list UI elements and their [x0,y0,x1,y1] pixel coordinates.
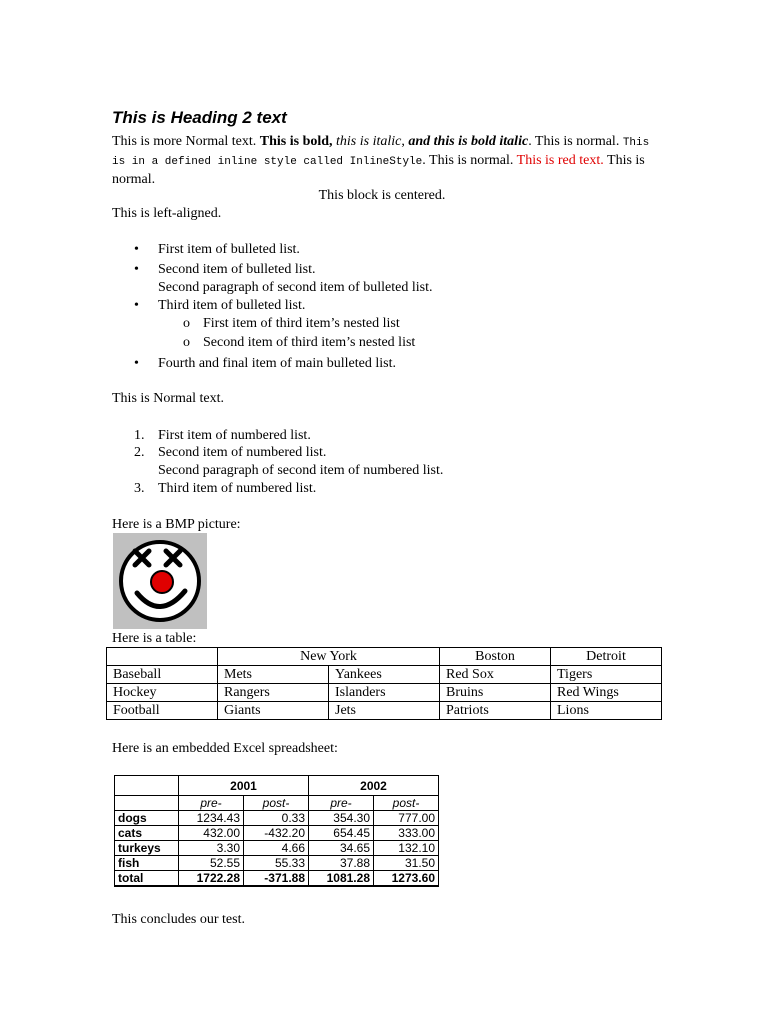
list-number: 1. [134,428,145,443]
excel-cell: 1234.43 [179,811,244,826]
table-row [107,666,662,684]
excel-cell: -371.88 [244,871,309,887]
excel-spreadsheet [114,775,439,887]
excel-cell: 1273.60 [374,871,439,887]
table-header-cell: Detroit [551,648,662,666]
table-cell: Mets [218,666,329,684]
table-header-cell: New York [218,648,440,666]
table-cell: Tigers [551,666,662,684]
excel-row-label: dogs [115,811,179,826]
excel-cell: -432.20 [244,826,309,841]
list-item: First item of bulleted list. [158,242,300,257]
table-cell: Rangers [218,684,329,702]
excel-cell: 52.55 [179,856,244,871]
table-cell: Giants [218,702,329,720]
normal-text: This is more Normal text. [112,134,260,149]
excel-row-label: turkeys [115,841,179,856]
table-caption: Here is a table: [112,631,197,646]
teams-table [106,647,662,720]
conclusion-text: This concludes our test. [112,912,245,927]
excel-cell: 4.66 [244,841,309,856]
normal-text-paragraph: This is Normal text. [112,391,224,406]
normal-text: . This is normal. [422,153,517,168]
table-header-row [107,648,662,666]
nested-bullet-icon: o [183,335,190,350]
nested-list-item: Second item of third item’s nested list [203,335,416,350]
table-cell: Baseball [107,666,218,684]
list-number: 2. [134,445,145,460]
list-item-paragraph: Second paragraph of second item of numbered list. [158,463,444,478]
excel-cell: 31.50 [374,856,439,871]
table-cell: Hockey [107,684,218,702]
clown-face-icon [113,533,207,629]
excel-subheader: pre- [309,796,374,811]
excel-cell: 333.00 [374,826,439,841]
table-row [107,702,662,720]
excel-cell [115,776,179,796]
nested-list-item: First item of third item’s nested list [203,316,400,331]
bmp-caption: Here is a BMP picture: [112,517,241,532]
table-cell: Lions [551,702,662,720]
mixed-style-paragraph [112,133,652,189]
table-cell: Football [107,702,218,720]
excel-cell: 3.30 [179,841,244,856]
comma-text: , [401,134,409,149]
nested-bullet-icon: o [183,316,190,331]
excel-cell: 777.00 [374,811,439,826]
table-cell: Red Wings [551,684,662,702]
excel-year-row [115,776,439,796]
bold-text: This is bold, [259,134,337,149]
excel-cell: 354.30 [309,811,374,826]
bold-italic-text: and this is bold italic [408,134,529,149]
excel-cell: 432.00 [179,826,244,841]
excel-cell: 1081.28 [309,871,374,887]
bullet-icon: • [134,298,139,313]
excel-cell: 132.10 [374,841,439,856]
table-header-cell: Boston [440,648,551,666]
table-row [107,684,662,702]
excel-subheader-row [115,796,439,811]
table-cell: Jets [329,702,440,720]
list-item-paragraph: Second paragraph of second item of bulleted list. [158,280,433,295]
list-item: Third item of bulleted list. [158,298,306,313]
excel-cell: 34.65 [309,841,374,856]
excel-subheader: post- [374,796,439,811]
excel-cell: 55.33 [244,856,309,871]
excel-cell: 37.88 [309,856,374,871]
excel-caption: Here is an embedded Excel spreadsheet: [112,741,338,756]
table-cell: Bruins [440,684,551,702]
heading-2: This is Heading 2 text [112,108,287,127]
excel-row-label: cats [115,826,179,841]
centered-block: This block is centered. [318,188,446,203]
bullet-icon: • [134,356,139,371]
excel-cell [115,796,179,811]
table-cell: Yankees [329,666,440,684]
normal-text: . This is normal. [528,134,623,149]
excel-row [115,856,439,871]
italic-text: this is italic [336,134,402,149]
excel-row [115,841,439,856]
excel-row [115,826,439,841]
list-item: Fourth and final item of main bulleted list. [158,356,396,371]
bullet-icon: • [134,242,139,257]
red-text: This is red text. [516,153,604,168]
excel-row-label: total [115,871,179,887]
normal-text: This is normal. [112,153,645,187]
table-cell: Red Sox [440,666,551,684]
inline-style-text: This is in a defined inline style called InlineStyle [112,137,650,168]
list-number: 3. [134,481,145,496]
list-item: Third item of numbered list. [158,481,317,496]
list-item: Second item of numbered list. [158,445,327,460]
excel-year-header: 2001 [179,776,309,796]
list-item: Second item of bulleted list. [158,262,316,277]
excel-row-label: fish [115,856,179,871]
excel-cell: 1722.28 [179,871,244,887]
excel-cell: 654.45 [309,826,374,841]
excel-year-header: 2002 [309,776,439,796]
excel-total-row [115,871,439,887]
table-cell [107,648,218,666]
excel-subheader: post- [244,796,309,811]
bullet-icon: • [134,262,139,277]
excel-row [115,811,439,826]
table-cell: Islanders [329,684,440,702]
list-item: First item of numbered list. [158,428,311,443]
clown-face-picture [113,533,207,629]
excel-subheader: pre- [179,796,244,811]
table-cell: Patriots [440,702,551,720]
left-aligned-block: This is left-aligned. [112,206,222,221]
excel-cell: 0.33 [244,811,309,826]
